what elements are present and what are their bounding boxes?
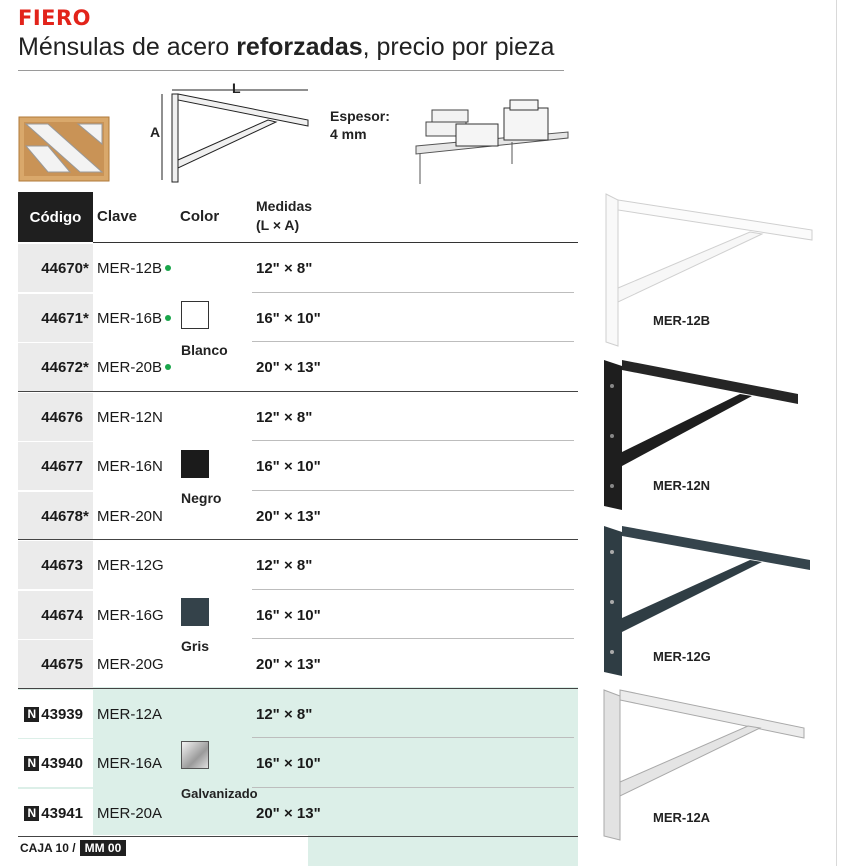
- row-measures: 20" × 13": [256, 655, 321, 673]
- title-part-2: , precio por pieza: [362, 33, 555, 61]
- clave-text: MER-12B: [97, 259, 163, 277]
- row-clave-cell: [97, 640, 164, 688]
- row-measures: 12" × 8": [256, 259, 313, 277]
- row-divider: [252, 737, 574, 738]
- clave-text: MER-20B: [97, 358, 163, 376]
- clave-text: MER-12G: [97, 556, 164, 574]
- header-measures: Medidas: [256, 198, 313, 214]
- row-code-cell: [18, 294, 93, 342]
- color-name-negro: Negro: [181, 490, 222, 506]
- row-clave-cell: [97, 739, 162, 787]
- row-code: [41, 409, 93, 426]
- clave-text: MER-20G: [97, 655, 164, 673]
- footer-packaging: [20, 840, 126, 856]
- row-code: [24, 755, 93, 772]
- row-code: [41, 557, 93, 574]
- row-divider: [252, 787, 574, 788]
- row-code-cell: [18, 690, 93, 738]
- row-clave-cell: [97, 343, 171, 391]
- row-code-cell: [18, 739, 93, 787]
- row-divider: [252, 292, 574, 293]
- code-text: 44678: [41, 507, 83, 525]
- group-divider: [18, 539, 578, 540]
- row-measures: 16" × 10": [256, 606, 321, 624]
- green-dot-icon: [165, 315, 171, 321]
- row-measures: 12" × 8": [256, 705, 313, 723]
- star-marker: *: [83, 507, 89, 525]
- row-code: [41, 310, 93, 327]
- color-name-blanco: Blanco: [181, 342, 228, 358]
- color-name-galvanizado: Galvanizado: [181, 786, 258, 801]
- galvanized-group-background-extension: [308, 835, 578, 866]
- row-divider: [252, 589, 574, 590]
- row-code: [41, 607, 93, 624]
- row-clave-cell: [97, 442, 163, 490]
- new-badge: N: [24, 756, 39, 771]
- footer-caja: CAJA 10 /: [20, 841, 76, 855]
- code-text: 44674: [41, 606, 83, 624]
- clave-text: MER-16N: [97, 457, 163, 475]
- color-name-gris: Gris: [181, 638, 210, 654]
- row-code-cell: [18, 640, 93, 688]
- row-divider: [252, 638, 574, 639]
- row-clave-cell: [97, 492, 163, 540]
- title-rule: [18, 70, 564, 71]
- row-clave-cell: [97, 591, 164, 639]
- group-divider: [18, 836, 578, 837]
- page-edge: [836, 0, 837, 866]
- new-badge: N: [24, 806, 39, 821]
- length-label: L: [232, 80, 241, 96]
- row-measures: 20" × 13": [256, 507, 321, 525]
- row-measures: 20" × 13": [256, 804, 321, 822]
- thickness-value: 4 mm: [330, 126, 367, 142]
- header-clave: Clave: [97, 208, 138, 225]
- row-clave-cell: [97, 690, 162, 738]
- row-code: [41, 656, 93, 673]
- packaging-box-illustration: [18, 116, 110, 182]
- row-divider: [252, 440, 574, 441]
- row-measures: 16" × 10": [256, 754, 321, 772]
- swatch-blanco: [181, 301, 209, 329]
- group-divider: [18, 688, 578, 689]
- row-code-cell: [18, 442, 93, 490]
- star-marker: *: [83, 259, 89, 277]
- clave-text: MER-20N: [97, 507, 163, 525]
- row-code-cell: [18, 492, 93, 540]
- title-part-1: Ménsulas de acero: [18, 33, 237, 61]
- page-title: [18, 33, 554, 62]
- row-code-cell: [18, 244, 93, 292]
- clave-text: MER-12N: [97, 408, 163, 426]
- code-text: 43941: [41, 804, 83, 822]
- row-code-cell: [18, 343, 93, 391]
- row-code-cell: [18, 393, 93, 441]
- clave-text: MER-12A: [97, 705, 163, 723]
- height-label: A: [150, 124, 161, 140]
- code-text: 44672: [41, 358, 83, 376]
- clave-text: MER-16A: [97, 754, 163, 772]
- dimension-diagram: [148, 82, 328, 192]
- header-measures-sub: (L × A): [256, 217, 300, 233]
- header-code: Código: [18, 192, 93, 242]
- row-code: [24, 805, 93, 822]
- code-text: 43940: [41, 754, 83, 772]
- row-code: [41, 508, 93, 525]
- row-divider: [252, 341, 574, 342]
- brand-logo: FIERO: [18, 6, 92, 30]
- bracket-label-galvanized: MER-12A: [653, 810, 711, 825]
- row-code-cell: [18, 789, 93, 837]
- code-text: 44670: [41, 259, 83, 277]
- code-text: 44675: [41, 655, 83, 673]
- group-divider: [18, 391, 578, 392]
- header-color: Color: [180, 208, 220, 225]
- bracket-label-gray: MER-12G: [653, 649, 711, 664]
- row-code: [41, 359, 93, 376]
- clave-text: MER-16B: [97, 309, 163, 327]
- shelf-illustration: [412, 94, 572, 186]
- bracket-label-black: MER-12N: [653, 478, 711, 493]
- code-text: 43939: [41, 705, 83, 723]
- row-clave-cell: [97, 789, 162, 837]
- swatch-galvanizado: [181, 741, 209, 769]
- footer-mm: MM 00: [80, 840, 127, 856]
- code-text: 44673: [41, 556, 83, 574]
- code-text: 44671: [41, 309, 83, 327]
- code-text: 44676: [41, 408, 83, 426]
- row-measures: 16" × 10": [256, 309, 321, 327]
- clave-text: MER-16G: [97, 606, 164, 624]
- row-measures: 12" × 8": [256, 556, 313, 574]
- row-code-cell: [18, 541, 93, 589]
- header-divider: [93, 242, 578, 243]
- row-clave-cell: [97, 393, 163, 441]
- title-bold: reforzadas: [236, 33, 363, 61]
- row-measures: 16" × 10": [256, 457, 321, 475]
- row-code: [41, 260, 93, 277]
- bracket-label-white: MER-12B: [653, 313, 711, 328]
- row-clave-cell: [97, 244, 171, 292]
- row-clave-cell: [97, 294, 171, 342]
- star-marker: *: [83, 358, 89, 376]
- row-divider: [252, 490, 574, 491]
- row-code: [24, 706, 93, 723]
- row-measures: 12" × 8": [256, 408, 313, 426]
- star-marker: *: [83, 309, 89, 327]
- new-badge: N: [24, 707, 39, 722]
- row-measures: 20" × 13": [256, 358, 321, 376]
- code-text: 44677: [41, 457, 83, 475]
- row-code: [41, 458, 93, 475]
- row-code-cell: [18, 591, 93, 639]
- swatch-gris: [181, 598, 209, 626]
- clave-text: MER-20A: [97, 804, 163, 822]
- thickness-label: Espesor:: [330, 108, 390, 124]
- row-clave-cell: [97, 541, 164, 589]
- green-dot-icon: [165, 265, 171, 271]
- green-dot-icon: [165, 364, 171, 370]
- swatch-negro: [181, 450, 209, 478]
